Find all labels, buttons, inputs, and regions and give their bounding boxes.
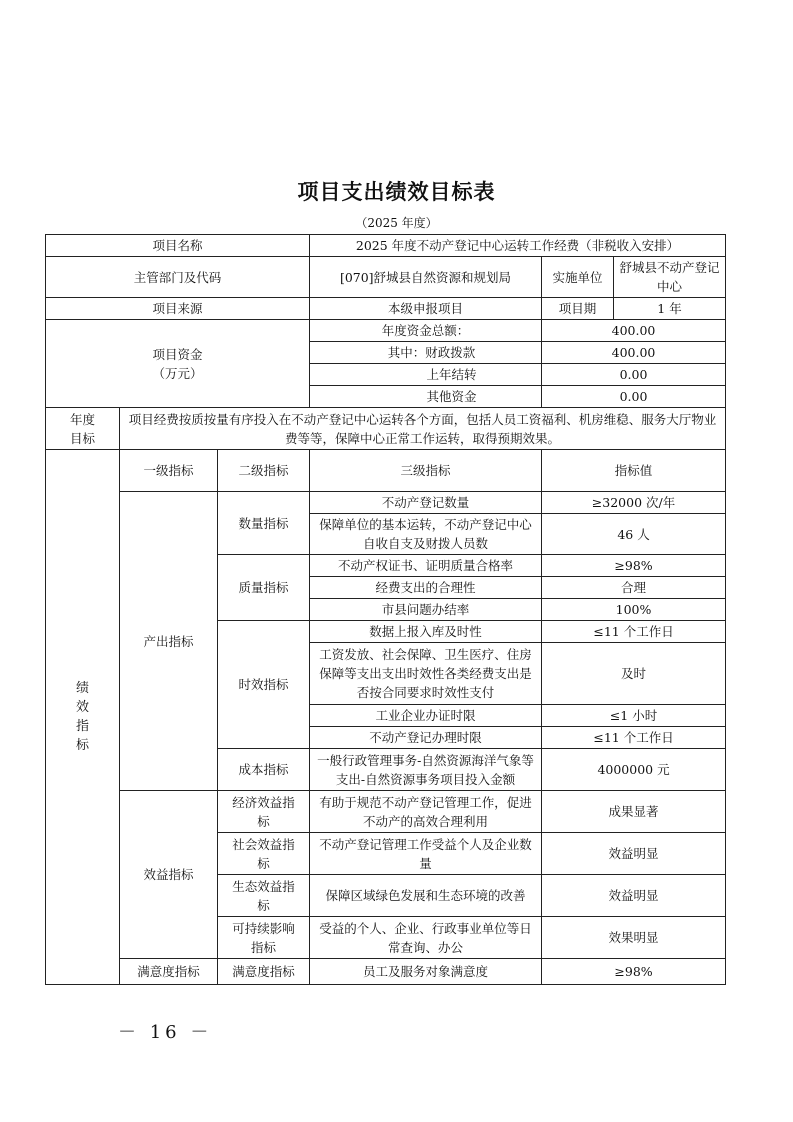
satisfaction-name: 员工及服务对象满意度 (310, 959, 542, 985)
annual-goal-row (46, 408, 726, 450)
ecological-indicator-label: 生态效益指标 (218, 875, 310, 917)
timeliness-name-2: 工资发放、社会保障、卫生医疗、住房保障等支出支出时效性各类经费支出是否按合同要求时效性支付 (310, 643, 542, 705)
project-name-value: 2025 年度不动产登记中心运转工作经费（非税收入安排） (310, 235, 726, 257)
page-subtitle: （2025 年度） (355, 216, 438, 230)
timeliness-name-3: 工业企业办证时限 (310, 705, 542, 727)
timeliness-name-1: 数据上报入库及时性 (310, 621, 542, 643)
quantity-indicator-label: 数量指标 (218, 492, 310, 555)
funds-fiscal-value: 400.00 (542, 342, 726, 364)
funds-row-total (46, 320, 726, 342)
sustainable-value: 效果明显 (542, 917, 726, 959)
header-level3: 三级指标 (310, 450, 542, 492)
funds-label-cell (46, 320, 310, 408)
satisfaction-level1-label: 满意度指标 (120, 959, 218, 985)
social-indicator-label: 社会效益指标 (218, 833, 310, 875)
funds-unit: （万元） (152, 365, 203, 381)
cost-indicator-label: 成本指标 (218, 749, 310, 791)
header-level2: 二级指标 (218, 450, 310, 492)
project-name-row (46, 235, 726, 257)
quality-name-1: 不动产权证书、证明质量合格率 (310, 555, 542, 577)
cost-name-1: 一般行政管理事务-自然资源海洋气象等支出-自然资源事务项目投入金额 (310, 749, 542, 791)
funds-fiscal-label: 其中：财政拨款 (310, 342, 542, 364)
ecological-name: 保障区域绿色发展和生态环境的改善 (310, 875, 542, 917)
perf-side-char-1: 绩 (75, 681, 89, 696)
quantity-name-1: 不动产登记数量 (310, 492, 542, 514)
period-label: 项目期 (542, 298, 614, 320)
benefit-indicator-label: 效益指标 (120, 791, 218, 959)
annual-goal-text: 项目经费按质按量有序投入在不动产登记中心运转各个方面，包括人员工资福利、机房维稳、服务大厅物业费等等，保障中心正常工作运转，取得预期效果。 (120, 408, 726, 450)
annual-goal-label (46, 408, 120, 450)
satisfaction-indicator-label: 满意度指标 (218, 959, 310, 985)
source-row (46, 298, 726, 320)
cost-value-1: 4000000 元 (542, 749, 726, 791)
sustainable-name: 受益的个人、企业、行政事业单位等日常查询、办公 (310, 917, 542, 959)
quantity-value-1: ≥32000 次/年 (542, 492, 726, 514)
quantity-value-2: 46 人 (542, 514, 726, 555)
funds-other-value: 0.00 (542, 386, 726, 408)
project-name-label: 项目名称 (46, 235, 310, 257)
page-number: － 16 － (118, 1022, 213, 1043)
quality-indicator-label: 质量指标 (218, 555, 310, 621)
funds-total-value: 400.00 (542, 320, 726, 342)
social-name: 不动产登记管理工作受益个人及企业数量 (310, 833, 542, 875)
quantity-name-2: 保障单位的基本运转，不动产登记中心自收自支及财拨人员数 (310, 514, 542, 555)
timeliness-value-3: ≤1 小时 (542, 705, 726, 727)
impl-label: 实施单位 (542, 257, 614, 298)
performance-table (45, 234, 726, 985)
quality-name-2: 经费支出的合理性 (310, 577, 542, 599)
timeliness-name-4: 不动产登记办理时限 (310, 727, 542, 749)
source-value: 本级申报项目 (310, 298, 542, 320)
header-value: 指标值 (542, 450, 726, 492)
perf-side-char-2: 效 (75, 700, 89, 715)
funds-other-label: 其他资金 (310, 386, 542, 408)
satisfaction-value: ≥98% (542, 959, 726, 985)
annual-goal-label-line2: 目标 (69, 430, 95, 446)
economic-name: 有助于规范不动产登记管理工作，促进不动产的高效合理利用 (310, 791, 542, 833)
source-label: 项目来源 (46, 298, 310, 320)
economic-value: 成果显著 (542, 791, 726, 833)
economic-indicator-label: 经济效益指标 (218, 791, 310, 833)
timeliness-value-2: 及时 (542, 643, 726, 705)
timeliness-value-1: ≤11 个工作日 (542, 621, 726, 643)
quality-value-2: 合理 (542, 577, 726, 599)
dept-label: 主管部门及代码 (46, 257, 310, 298)
quality-value-1: ≥98% (542, 555, 726, 577)
sustainable-indicator-label: 可持续影响指标 (218, 917, 310, 959)
impl-value: 舒城县不动产登记中心 (614, 257, 726, 298)
perf-side-label (46, 450, 120, 985)
perf-side-char-3: 指 (75, 719, 89, 734)
timeliness-value-4: ≤11 个工作日 (542, 727, 726, 749)
table-row (46, 492, 726, 514)
perf-header-row (46, 450, 726, 492)
quality-name-3: 市县问题办结率 (310, 599, 542, 621)
funds-total-label: 年度资金总额： (310, 320, 542, 342)
output-indicator-label: 产出指标 (120, 492, 218, 791)
page-title: 项目支出绩效目标表 (297, 180, 496, 204)
perf-side-char-4: 标 (75, 738, 89, 753)
dept-value: [070]舒城县自然资源和规划局 (310, 257, 542, 298)
header-level1: 一级指标 (120, 450, 218, 492)
table-row (46, 791, 726, 833)
funds-carryover-value: 0.00 (542, 364, 726, 386)
funds-carryover-label: 上年结转 (310, 364, 542, 386)
timeliness-indicator-label: 时效指标 (218, 621, 310, 749)
quality-value-3: 100% (542, 599, 726, 621)
period-value: 1 年 (614, 298, 726, 320)
annual-goal-label-line1: 年度 (69, 411, 95, 427)
social-value: 效益明显 (542, 833, 726, 875)
dept-row (46, 257, 726, 298)
table-row (46, 959, 726, 985)
funds-label: 项目资金 (152, 346, 203, 362)
ecological-value: 效益明显 (542, 875, 726, 917)
